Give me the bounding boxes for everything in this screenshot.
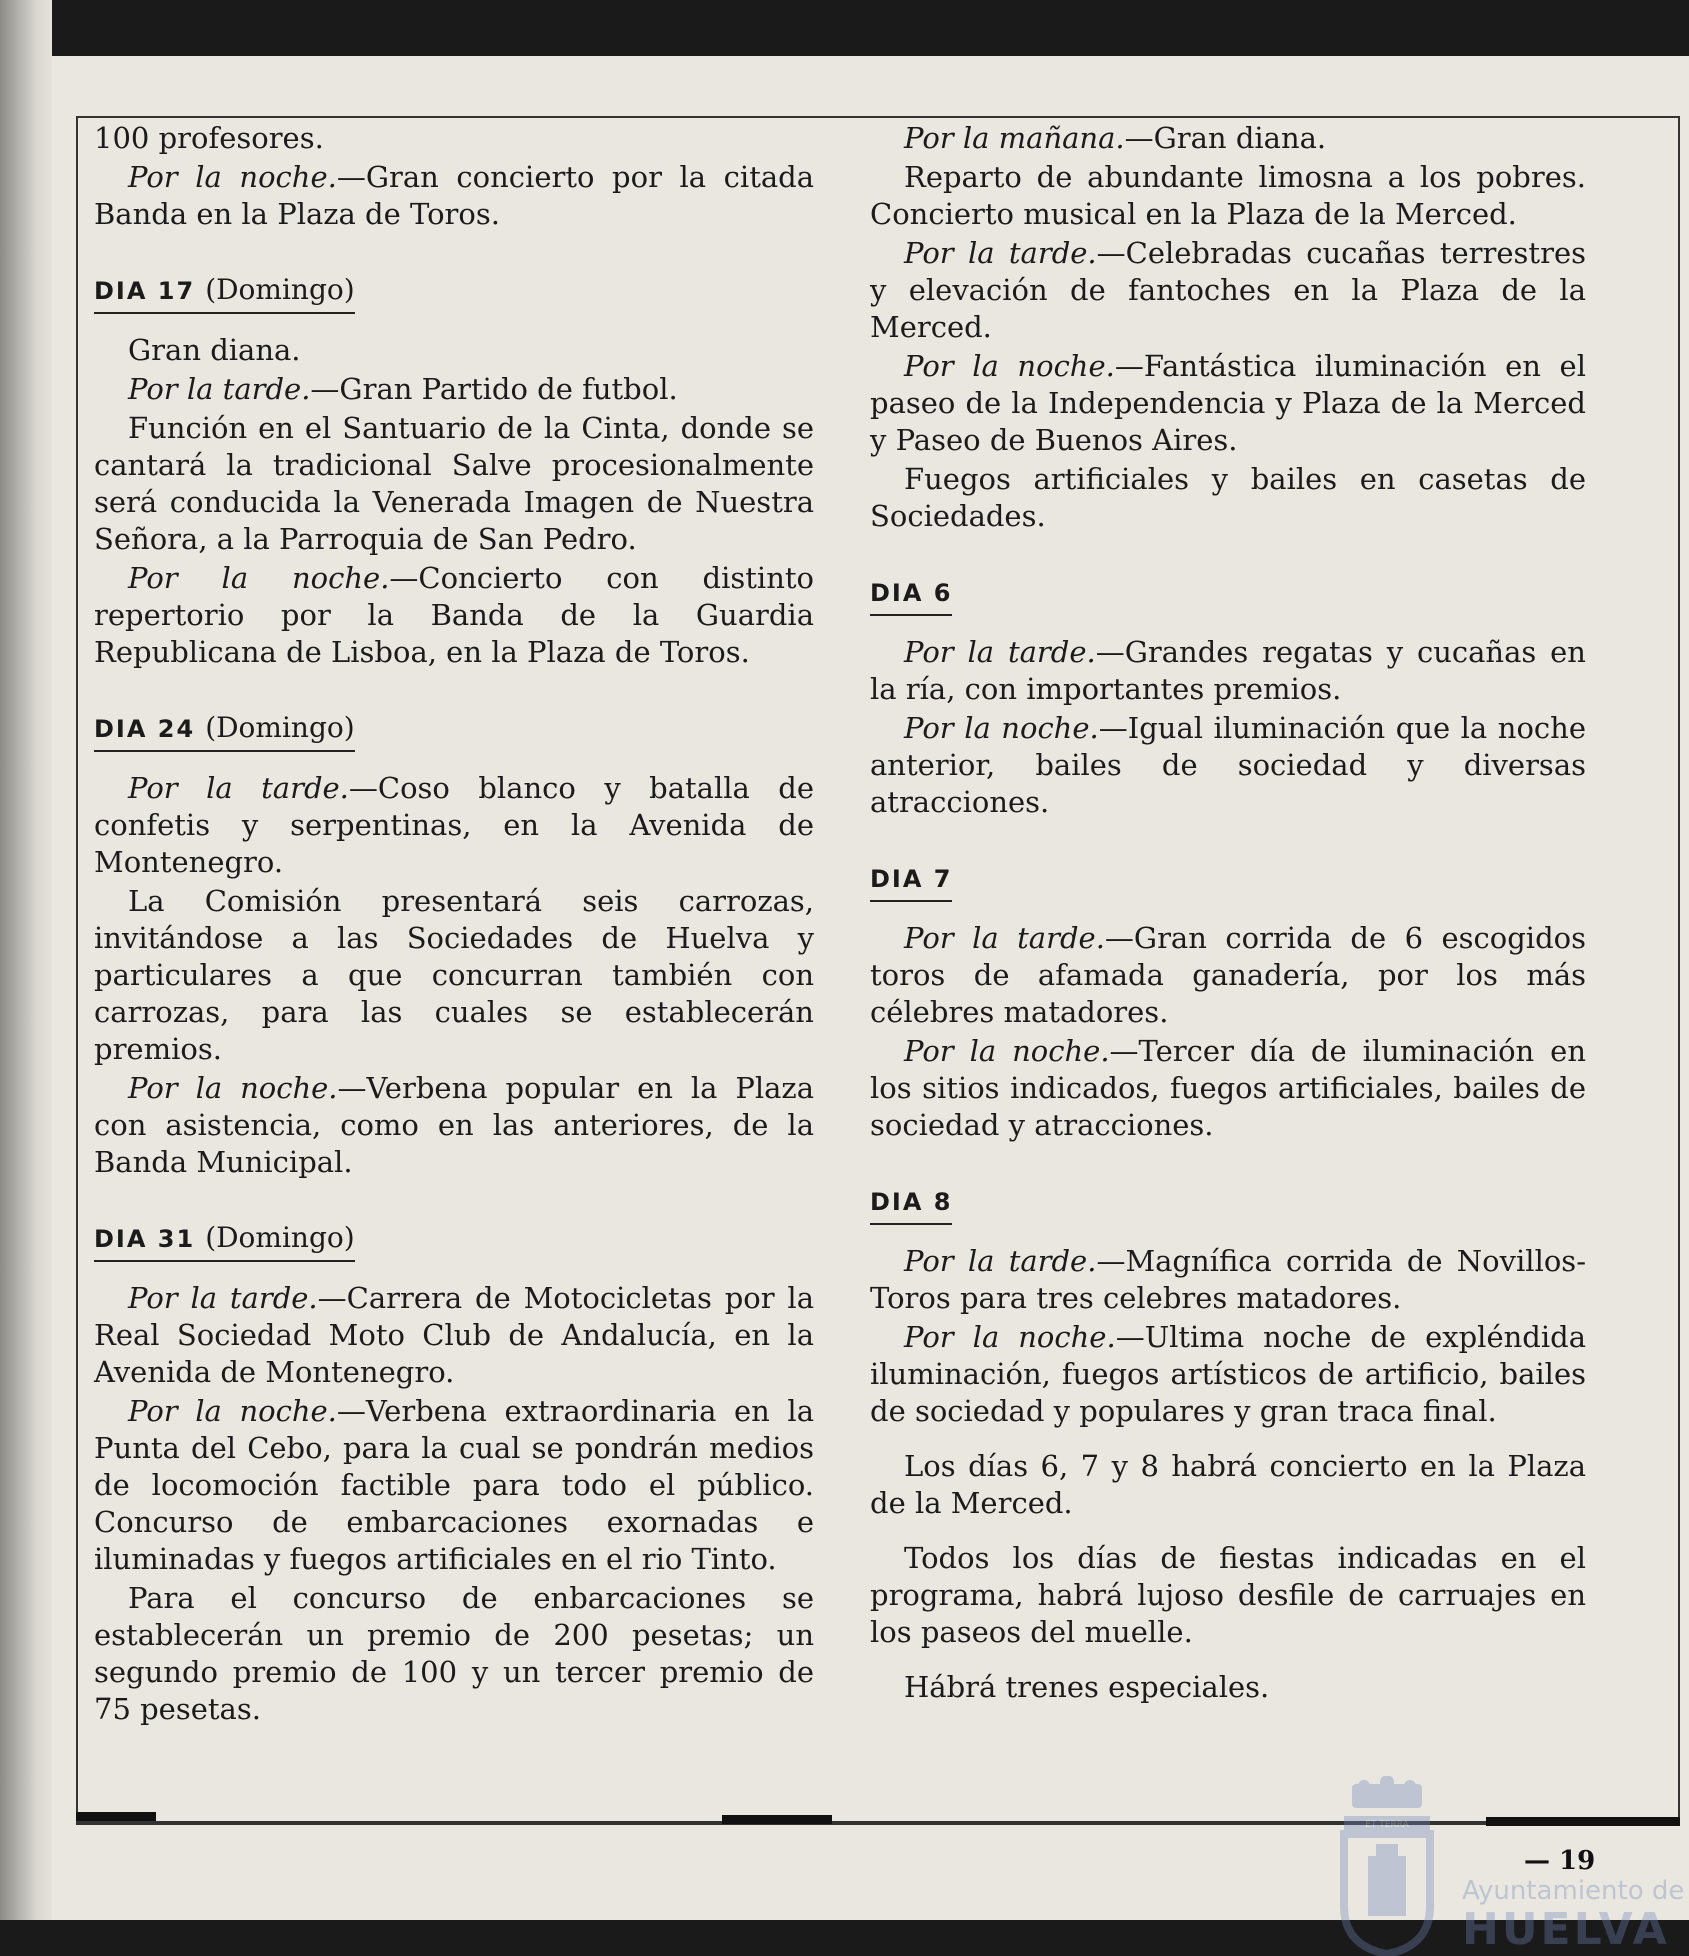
section-heading: DIA 6 — [870, 573, 952, 616]
paragraph: Por la tarde.—Celebradas cucañas terrestres y elevación de fantoches en la Plaza de la Merced. — [870, 236, 1586, 344]
paragraph: Reparto de abundante limosna a los pobres. Concierto musical en la Plaza de la Merced. — [870, 160, 1586, 231]
section-heading: DIA 7 — [870, 859, 952, 902]
document-page — [52, 56, 1689, 1955]
svg-text:ET TERRA: ET TERRA — [1365, 1820, 1409, 1830]
section-heading: DIA 8 — [870, 1182, 952, 1225]
paragraph: Función en el Santuario de la Cinta, donde se cantará la tradicional Salve procesionalmente será conducida la Venerada Imagen de Nuestra Señora, a la Parroquia de San Pedro. — [94, 411, 814, 556]
paragraph: Por la noche.—Verbena extraordinaria en la Punta del Cebo, para la cual se pondrán medios de locomoción factible para todo el público. Concurso de embarcaciones exornadas e iluminadas y fuegos artificiales en el rio Tinto. — [94, 1394, 814, 1576]
paragraph: Por la noche.—Tercer día de iluminación en los sitios indicados, fuegos artificiales, bailes de sociedad y atracciones. — [870, 1034, 1586, 1142]
paragraph: Por la tarde.—Grandes regatas y cucañas en la ría, con importantes premios. — [870, 635, 1586, 706]
paragraph: Por la noche.—Gran concierto por la citada Banda en la Plaza de Toros. — [94, 160, 814, 231]
paragraph: Por la noche.—Fantástica iluminación en el paseo de la Independencia y Plaza de la Merced y Paseo de Buenos Aires. — [870, 349, 1586, 457]
paragraph: Por la tarde.—Coso blanco y batalla de confetis y serpentinas, en la Avenida de Montenegro. — [94, 771, 814, 879]
frame-rule-accent — [76, 1812, 156, 1821]
paragraph: Por la tarde.—Carrera de Motocicletas por la Real Sociedad Moto Club de Andalucía, en la Avenida de Montenegro. — [94, 1281, 814, 1389]
page-fold-shadow — [0, 0, 52, 1920]
left-column — [94, 120, 814, 1730]
section-heading: DIA 31 (Domingo) — [94, 1219, 355, 1262]
coat-of-arms-icon — [1332, 1776, 1442, 1956]
paragraph: 100 profesores. — [94, 121, 324, 155]
paragraph: Por la tarde.—Gran Partido de futbol. — [128, 372, 678, 406]
closing-paragraph: Los días 6, 7 y 8 habrá concierto en la Plaza de la Merced. — [870, 1449, 1586, 1520]
paragraph: Por la mañana.—Gran diana. — [904, 121, 1327, 155]
paragraph: Por la noche.—Concierto con distinto repertorio por la Banda de la Guardia Republicana de Lisboa, en la Plaza de Toros. — [94, 561, 814, 669]
paragraph: Por la noche.—Ultima noche de expléndida iluminación, fuegos artísticos de artificio, bailes de sociedad y populares y gran traca final. — [870, 1320, 1586, 1428]
paragraph: La Comisión presentará seis carrozas, invitándose a las Sociedades de Huelva y particulares a que concurran también con carrozas, para las cuales se establecerán premios. — [94, 884, 814, 1066]
watermark-text: Ayuntamiento de — [1462, 1876, 1685, 1906]
paragraph: Gran diana. — [128, 333, 301, 367]
frame-rule-accent — [722, 1815, 832, 1824]
section-heading: DIA 24 (Domingo) — [94, 709, 355, 752]
watermark — [1332, 1776, 1689, 1956]
paragraph: Fuegos artificiales y bailes en casetas de Sociedades. — [870, 462, 1586, 533]
paragraph: Para el concurso de enbarcaciones se establecerán un premio de 200 pesetas; un segundo premio de 100 y un tercer premio de 75 pesetas. — [94, 1581, 814, 1726]
section-heading: DIA 17 (Domingo) — [94, 271, 355, 314]
page-number: — 19 — [1524, 1846, 1596, 1876]
watermark-title: HUELVA — [1462, 1904, 1670, 1955]
closing-paragraph: Hábrá trenes especiales. — [904, 1670, 1270, 1704]
right-column — [870, 120, 1586, 1708]
paragraph: Por la noche.—Verbena popular en la Plaza con asistencia, como en las anteriores, de la Banda Municipal. — [94, 1071, 814, 1179]
paragraph: Por la tarde.—Magnífica corrida de Novillos-Toros para tres celebres matadores. — [870, 1244, 1586, 1315]
closing-paragraph: Todos los días de fiestas indicadas en el programa, habrá lujoso desfile de carruajes en los paseos del muelle. — [870, 1541, 1586, 1649]
paragraph: Por la tarde.—Gran corrida de 6 escogidos toros de afamada ganadería, por los más célebres matadores. — [870, 921, 1586, 1029]
paragraph: Por la noche.—Igual iluminación que la noche anterior, bailes de sociedad y diversas atracciones. — [870, 711, 1586, 819]
